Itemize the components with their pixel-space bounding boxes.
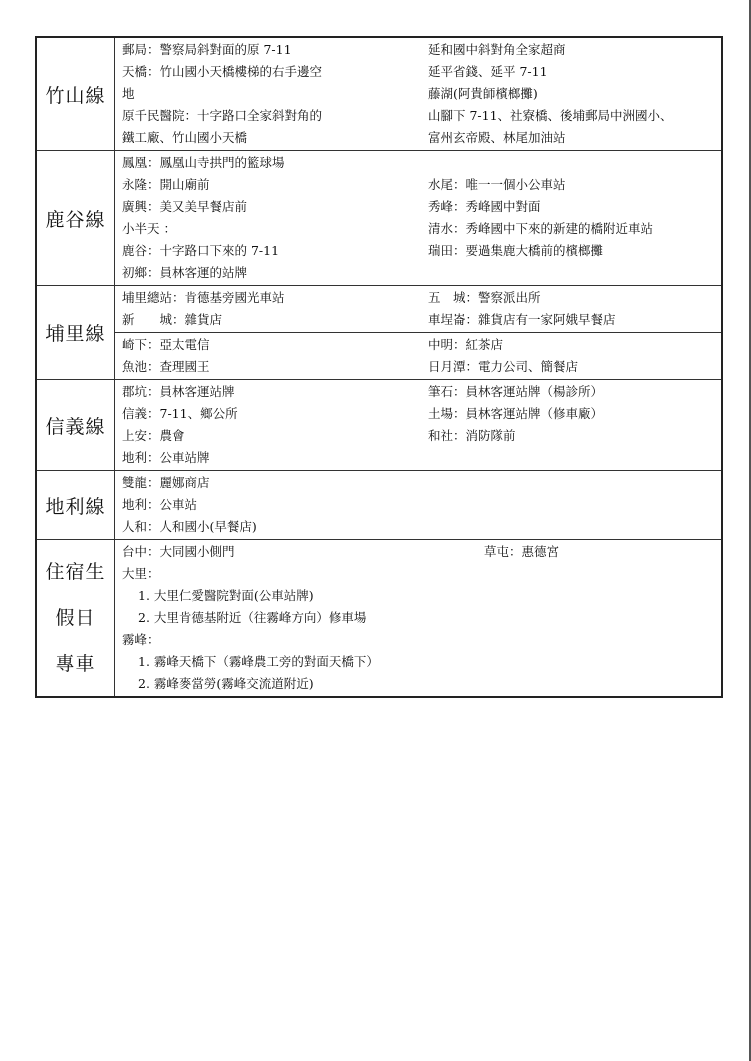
stop: 延和國中斜對角全家超商 — [428, 42, 566, 57]
stop: 崎下：亞太電信 — [122, 337, 210, 352]
stop — [428, 262, 721, 284]
stop — [428, 152, 721, 174]
stop: 五 城：警察派出所 — [428, 290, 541, 305]
stop: 人和：人和國小(早餐店) — [122, 519, 257, 534]
stop: 1. 霧峰天橋下（霧峰農工旁的對面天橋下） — [138, 654, 379, 669]
route-name-line: 專車 — [55, 653, 96, 675]
stop: 車埕崙：雜貨店有一家阿娥早餐店 — [428, 312, 616, 327]
route-stops — [115, 333, 723, 380]
stop: 2. 大里肯德基附近（往霧峰方向）修車場 — [138, 610, 367, 625]
route-row-puli-b — [36, 333, 722, 380]
route-name: 鹿谷線 — [36, 151, 115, 286]
stop: 鳳凰：鳳凰山寺拱門的籃球場 — [122, 155, 285, 170]
stop: 鐵工廠、竹山國小天橋 — [122, 130, 248, 145]
stop: 延平省錢、延平 7-11 — [428, 64, 548, 79]
stop: 郡坑：員林客運站牌 — [122, 384, 235, 399]
route-row-dili — [36, 471, 722, 540]
stop: 清水：秀峰國中下來的新建的橋附近車站 — [428, 221, 654, 236]
stop: 雙龍：麗娜商店 — [122, 475, 210, 490]
stop: 和社：消防隊前 — [428, 428, 516, 443]
stop: 永隆：開山廟前 — [122, 177, 210, 192]
stop: 上安：農會 — [122, 428, 185, 443]
stop — [428, 447, 721, 469]
route-name-line: 假日 — [55, 607, 96, 629]
stop: 台中：大同國小側門 — [122, 544, 235, 559]
stop: 原千民醫院：十字路口全家斜對角的 — [122, 108, 323, 123]
stop: 廣興：美又美早餐店前 — [122, 199, 248, 214]
route-row-xinyi — [36, 380, 722, 471]
stop: 地 — [122, 86, 135, 101]
stop: 鹿谷：十字路口下來的 7-11 — [122, 243, 280, 258]
stop: 日月潭：電力公司、簡餐店 — [428, 359, 579, 374]
route-name: 埔里線 — [36, 286, 115, 380]
stop: 水尾：唯一一個小公車站 — [428, 177, 566, 192]
stop: 信義：7-11、鄉公所 — [122, 406, 238, 421]
bus-route-table — [35, 36, 723, 698]
stop: 地利：公車站 — [122, 497, 198, 512]
route-stops — [115, 151, 723, 286]
route-stops — [115, 286, 723, 333]
stop: 秀峰：秀峰國中對面 — [428, 199, 541, 214]
stop: 土場：員林客運站牌（修車廠） — [428, 406, 604, 421]
route-stops — [115, 37, 723, 151]
route-name: 信義線 — [36, 380, 115, 471]
stop: 山腳下 7-11、社寮橋、後埔郵局中洲國小、 — [428, 108, 673, 123]
stop: 天橋：竹山國小天橋樓梯的右手邊空 — [122, 64, 323, 79]
route-stops — [115, 471, 723, 540]
route-name: 地利線 — [36, 471, 115, 540]
stop: 富州玄帝殿、林尾加油站 — [428, 130, 566, 145]
stop: 草屯：惠德宮 — [484, 544, 560, 559]
route-row-puli-a — [36, 286, 722, 333]
route-row-lugu — [36, 151, 722, 286]
stop: 中明：紅茶店 — [428, 337, 504, 352]
area-label: 大里： — [122, 566, 160, 581]
route-stops — [115, 540, 723, 698]
stop: 藤湖(阿貴師檳榔攤) — [428, 86, 538, 101]
stop: 魚池：查理國王 — [122, 359, 210, 374]
stop: 小半天 ： — [122, 221, 176, 236]
stop: 新 城：雜貨店 — [122, 312, 223, 327]
area-label: 霧峰： — [122, 632, 160, 647]
stop: 筆石：員林客運站牌（楊診所） — [428, 384, 604, 399]
stop: 埔里總站：肯德基旁國光車站 — [122, 290, 285, 305]
stop: 地利：公車站牌 — [122, 450, 210, 465]
stop: 2. 霧峰麥當勞(霧峰交流道附近) — [138, 676, 314, 691]
route-stops — [115, 380, 723, 471]
route-row-zhushan — [36, 37, 722, 151]
stop: 郵局：警察局斜對面的原 7-11 — [122, 42, 292, 57]
route-row-weekend — [36, 540, 722, 698]
stop: 1. 大里仁愛醫院對面(公車站牌) — [138, 588, 314, 603]
route-name-weekend — [36, 540, 115, 698]
stop: 瑞田：要過集鹿大橋前的檳榔攤 — [428, 243, 604, 258]
stop: 初鄉：員林客運的站牌 — [122, 265, 248, 280]
route-name: 竹山線 — [36, 37, 115, 151]
route-name-line: 住宿生 — [45, 561, 106, 583]
